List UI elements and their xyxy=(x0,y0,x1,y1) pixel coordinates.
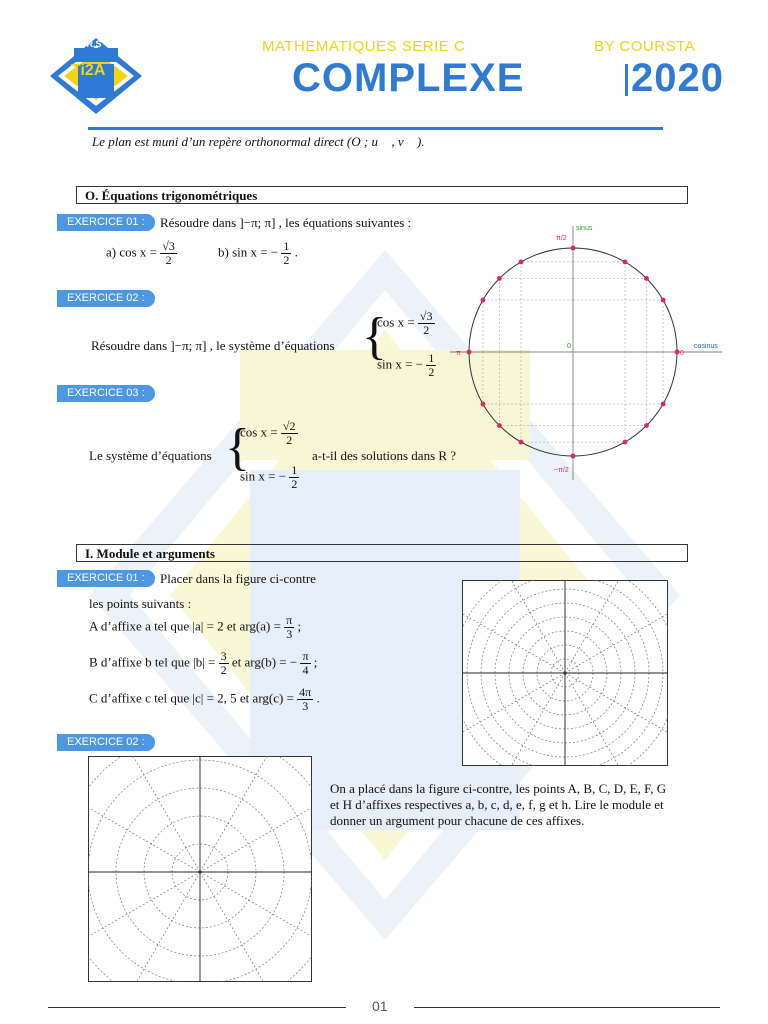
header-rule xyxy=(88,127,663,130)
fraction xyxy=(160,240,177,267)
logo-text-main: Ti2A xyxy=(71,62,106,79)
logo-text-top: C.OUR.S xyxy=(64,39,102,49)
angle-point xyxy=(571,454,576,459)
system-eq1 xyxy=(240,420,298,447)
numerator: 1 xyxy=(283,239,290,253)
numerator: 1 xyxy=(291,463,298,477)
spec-tail: ; xyxy=(297,618,302,634)
angle-point xyxy=(644,423,649,428)
system-eq2 xyxy=(240,464,299,491)
angle-point xyxy=(497,276,502,281)
footer-rule-left xyxy=(48,1007,346,1008)
point-a-spec xyxy=(89,614,301,641)
spec-text: C d’affixe c tel que |c| = 2, 5 et arg(c) = xyxy=(89,690,294,706)
equation-label: cos x = xyxy=(240,424,278,440)
angle-pi-label: π xyxy=(456,350,461,357)
exercise-text: Résoudre dans ]−π; π] , les équations suivantes : xyxy=(160,215,412,230)
angle-point xyxy=(623,440,628,445)
numerator: 1 xyxy=(428,351,435,365)
angle-point xyxy=(661,298,666,303)
numerator: 3 xyxy=(220,649,227,663)
origin-label: 0 xyxy=(567,343,571,350)
sin-axis-label: sinus xyxy=(576,225,593,232)
equation-a xyxy=(106,240,177,267)
angle-point xyxy=(675,350,680,355)
angle-point xyxy=(661,402,666,407)
denominator: 4 xyxy=(302,663,309,677)
exercise-text: Le système d’équations xyxy=(89,448,212,463)
fraction xyxy=(284,614,294,641)
fraction xyxy=(300,650,310,677)
denominator: 3 xyxy=(286,627,293,641)
spec-text: et arg(b) = − xyxy=(231,654,298,670)
denominator: 2 xyxy=(291,477,298,491)
spec-text: A d’affixe a tel que |a| = 2 et arg(a) = xyxy=(89,618,281,634)
equation-label: a) cos x = xyxy=(106,244,158,260)
spec-tail: ; xyxy=(313,654,318,670)
trig-circle-figure xyxy=(440,218,728,488)
equation-label: sin x = − xyxy=(377,356,424,372)
exercise-badge: EXERCICE 02 : xyxy=(57,290,155,307)
exercise-badge: EXERCICE 02 : xyxy=(57,734,155,751)
header-by: BY COURSTA xyxy=(594,38,696,55)
fraction xyxy=(418,310,435,337)
spec-text: B d’affixe b tel que |b| = xyxy=(89,654,216,670)
header-year: 2020 xyxy=(631,56,724,100)
exercise-text: Résoudre dans ]−π; π] , le système d’équations xyxy=(91,338,335,353)
equation-label: sin x = − xyxy=(240,468,287,484)
system-brace: { xyxy=(225,419,250,476)
section-o-title: O. Équations trigonométriques xyxy=(76,186,688,204)
exercise-badge: EXERCICE 01 : xyxy=(57,214,155,231)
exercise-text: On a placé dans la figure ci-contre, les points A, B, C, D, E, F, G et H d’affixes respectives a, b, c, d, e, f, g et h. Lire le module et donner un argument pour chacune de ces affixes. xyxy=(330,781,667,828)
angle-point xyxy=(644,276,649,281)
exercise-badge: EXERCICE 03 : xyxy=(57,385,155,402)
section-i-title: I. Module et arguments xyxy=(76,544,688,562)
exercise-text: Placer dans la figure ci-contre xyxy=(160,571,316,586)
denominator: 3 xyxy=(302,699,309,713)
exercise-badge: EXERCICE 01 : xyxy=(57,570,155,587)
footer-rule-right xyxy=(414,1007,720,1008)
angle-zero-label: 0 xyxy=(680,350,684,357)
fraction xyxy=(219,650,229,677)
numerator: √3 xyxy=(419,309,433,323)
angle-point xyxy=(519,440,524,445)
numerator: √3 xyxy=(162,239,175,253)
equation-label: cos x = xyxy=(377,314,415,330)
page-title: COMPLEXE xyxy=(292,56,525,100)
polar-grid-figure-1 xyxy=(462,580,668,766)
year-divider xyxy=(625,64,628,96)
page-number: 01 xyxy=(372,998,388,1014)
angle-minus-pi-half-label: −π/2 xyxy=(554,467,569,474)
angle-point xyxy=(571,246,576,251)
polar-grid-figure-2 xyxy=(88,756,312,982)
angle-point xyxy=(481,298,486,303)
numerator: π xyxy=(286,613,293,627)
fraction xyxy=(281,240,291,267)
numerator: π xyxy=(302,649,309,663)
fraction xyxy=(289,464,299,491)
system-eq1 xyxy=(377,310,435,337)
fraction xyxy=(426,352,436,379)
denominator: 2 xyxy=(423,323,430,337)
angle-point xyxy=(481,402,486,407)
header-subtitle: MATHEMATIQUES SERIE C xyxy=(262,38,466,55)
system-eq2 xyxy=(377,352,436,379)
system-brace: { xyxy=(362,308,387,365)
numerator: 4π xyxy=(299,685,312,699)
denominator: 2 xyxy=(165,253,172,267)
exercise-question: a-t-il des solutions dans R ? xyxy=(312,448,457,463)
fraction xyxy=(297,686,313,713)
spec-tail: . xyxy=(316,690,320,706)
denominator: 2 xyxy=(286,433,293,447)
cos-axis-label: cosinus xyxy=(694,343,718,350)
equation-label: b) sin x = − xyxy=(218,244,279,260)
angle-point xyxy=(519,260,524,265)
numerator: √2 xyxy=(282,419,296,433)
point-c-spec xyxy=(89,686,320,713)
angle-point xyxy=(467,350,472,355)
point-b-spec xyxy=(89,650,317,677)
fraction xyxy=(281,420,298,447)
denominator: 2 xyxy=(428,365,435,379)
denominator: 2 xyxy=(220,663,227,677)
angle-point xyxy=(497,423,502,428)
angle-point xyxy=(623,260,628,265)
equation-b: b) sin x = − $\frac{1}{2}$ . xyxy=(218,239,298,267)
denominator: 2 xyxy=(283,253,290,267)
intro-text: Le plan est muni d’un repère orthonormal direct (O ; u⃗ , v⃗ ). xyxy=(92,134,425,149)
exercise-text: les points suivants : xyxy=(89,596,192,611)
angle-pi-half-label: π/2 xyxy=(556,235,567,242)
